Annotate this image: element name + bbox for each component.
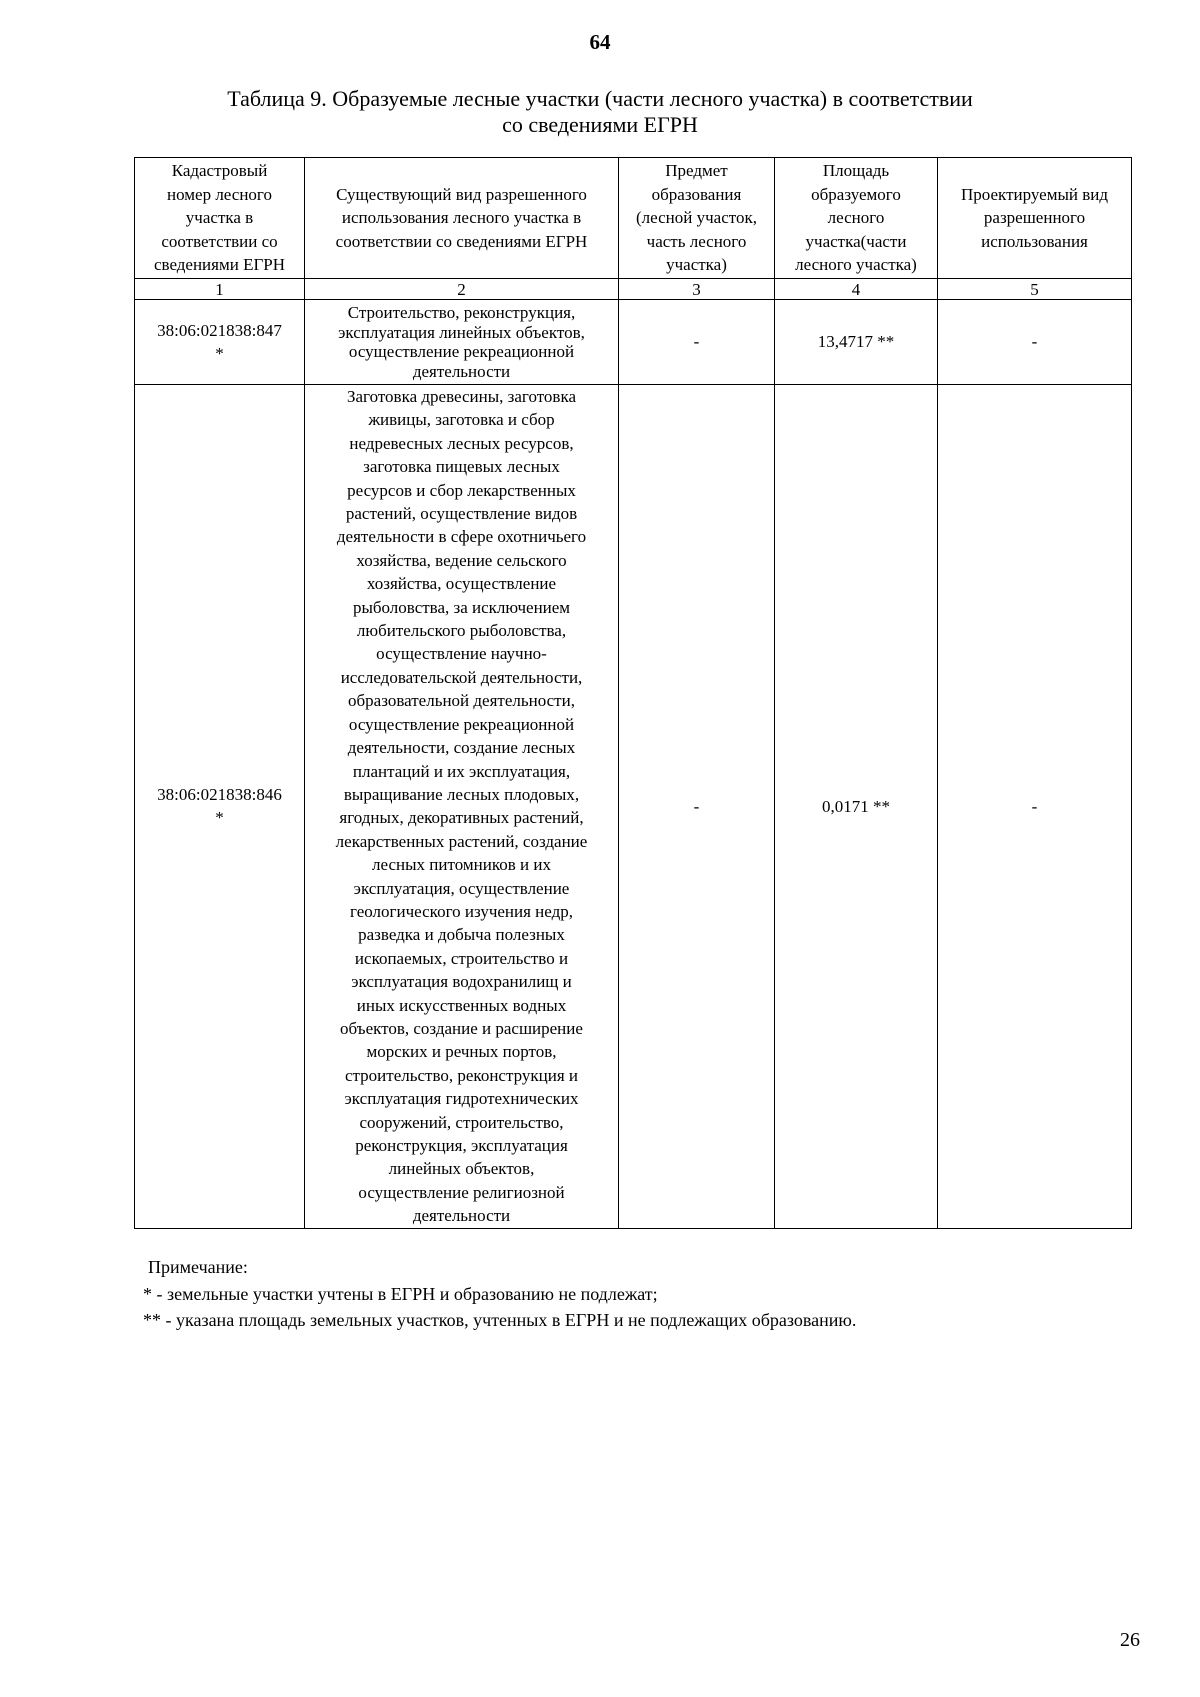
cell-text-line: Заготовка древесины, заготовка bbox=[346, 387, 577, 406]
cell-text-line: исследовательской деятельности, bbox=[340, 667, 583, 687]
permitted-use-cell bbox=[305, 385, 619, 1229]
cell-text-line: эксплуатация гидротехнических bbox=[344, 1089, 579, 1109]
cell-text-line: эксплуатация линейных объектов, bbox=[338, 322, 585, 342]
header-cell bbox=[619, 158, 775, 279]
cell-text-line: 38:06:021838:846 bbox=[157, 784, 282, 804]
cell-text-line: соответствии со сведениями ЕГРН bbox=[335, 231, 588, 251]
cell-text-line: Существующий вид разрешенного bbox=[336, 184, 587, 204]
cell-text-line: * bbox=[215, 808, 224, 828]
projected-use-cell: - bbox=[938, 300, 1132, 385]
cell-text-line: выращивание лесных плодовых, bbox=[343, 784, 580, 804]
cell-text-line: реконструкция, эксплуатация bbox=[355, 1136, 568, 1155]
area-cell: 13,4717 ** bbox=[775, 300, 938, 385]
cell-text-line: иных искусственных водных bbox=[356, 995, 567, 1015]
cell-text-line: растений, осуществление видов bbox=[345, 504, 578, 524]
cell-text-line: номер лесного bbox=[167, 184, 272, 204]
cell-text-line: разведка и добыча полезных bbox=[358, 925, 565, 945]
header-cell bbox=[938, 158, 1132, 279]
cell-text-line: сооружений, строительство, bbox=[359, 1112, 564, 1132]
cell-text-line: образуемого bbox=[811, 184, 901, 204]
column-number: 1 bbox=[135, 279, 305, 300]
caption-line-1: Таблица 9. Образуемые лесные участки (части лесного участка) в соответствии bbox=[227, 86, 973, 111]
cell-text-line: живицы, заготовка и сбор bbox=[368, 410, 555, 430]
cell-text-line: образовательной деятельности, bbox=[348, 691, 575, 711]
cell-text-line: осуществление рекреационной bbox=[348, 714, 575, 734]
cell-text-line: осуществление научно- bbox=[376, 644, 547, 664]
cell-text-line: Площадь bbox=[822, 161, 890, 181]
table-header-row bbox=[135, 158, 1132, 279]
note-item: ** - указана площадь земельных участков, учтенных в ЕГРН и не подлежащих образованию. bbox=[143, 1310, 857, 1330]
formation-subject-cell: - bbox=[619, 300, 775, 385]
cell-text-line: часть лесного bbox=[646, 231, 747, 251]
cell-text-line: недревесных лесных ресурсов, bbox=[349, 433, 574, 453]
cell-text-line: ягодных, декоративных растений, bbox=[339, 808, 584, 828]
cell-text-line: эксплуатация, осуществление bbox=[353, 878, 570, 898]
table-row bbox=[135, 300, 1132, 385]
cell-text-line: любительского рыболовства, bbox=[356, 621, 567, 641]
page-number-top: 64 bbox=[589, 30, 611, 54]
note-item: * - земельные участки учтены в ЕГРН и образованию не подлежат; bbox=[143, 1284, 658, 1304]
cell-text-line: участка) bbox=[666, 255, 727, 275]
column-number: 5 bbox=[938, 279, 1132, 300]
area-cell: 0,0171 ** bbox=[775, 385, 938, 1229]
caption-line-2: со сведениями ЕГРН bbox=[502, 112, 698, 137]
header-cell bbox=[775, 158, 938, 279]
cell-text-line: лесного bbox=[827, 208, 885, 228]
permitted-use-cell bbox=[305, 300, 619, 385]
cell-text-line: Проектируемый вид bbox=[961, 184, 1108, 204]
cell-text-line: использования bbox=[981, 231, 1088, 251]
cell-text-line: Строительство, реконструкция, bbox=[347, 303, 576, 322]
header-cell bbox=[305, 158, 619, 279]
cell-text-line: линейных объектов, bbox=[388, 1159, 535, 1179]
forest-plots-table bbox=[134, 157, 1132, 1229]
cell-text-line: деятельности bbox=[412, 1206, 511, 1226]
cell-text-line: рыболовства, за исключением bbox=[352, 597, 571, 617]
cell-text-line: (лесной участок, bbox=[636, 208, 757, 228]
cell-text-line: участка(части bbox=[805, 231, 907, 251]
cell-text-line: деятельности bbox=[412, 361, 511, 381]
cell-text-line: соответствии со bbox=[161, 231, 278, 251]
cell-text-line: ресурсов и сбор лекарственных bbox=[347, 480, 576, 500]
cell-text-line: 38:06:021838:847 bbox=[157, 320, 282, 340]
column-number-row bbox=[135, 279, 1132, 300]
cell-text-line: деятельности в сфере охотничьего bbox=[336, 527, 587, 547]
table-caption bbox=[0, 86, 1200, 138]
cell-text-line: деятельности, создание лесных bbox=[347, 738, 576, 758]
cell-text-line: плантаций и их эксплуатация, bbox=[352, 761, 571, 781]
formation-subject-cell: - bbox=[619, 385, 775, 1229]
cell-text-line: морских и речных портов, bbox=[366, 1042, 557, 1062]
cell-text-line: хозяйства, ведение сельского bbox=[356, 550, 567, 570]
notes-block bbox=[143, 1254, 856, 1333]
page-number-bottom: 26 bbox=[1120, 1629, 1140, 1651]
cell-text-line: эксплуатация водохранилищ и bbox=[351, 972, 572, 992]
cell-text-line: лекарственных растений, создание bbox=[335, 831, 588, 851]
cell-text-line: объектов, создание и расширение bbox=[340, 1018, 583, 1038]
cell-text-line: строительство, реконструкция и bbox=[345, 1065, 578, 1085]
table-row bbox=[135, 385, 1132, 1229]
projected-use-cell: - bbox=[938, 385, 1132, 1229]
cell-text-line: Кадастровый bbox=[171, 161, 268, 181]
header-cell bbox=[135, 158, 305, 279]
cell-text-line: участка в bbox=[185, 208, 254, 228]
cell-text-line: лесных питомников и их bbox=[372, 855, 551, 875]
cell-text-line: сведениями ЕГРН bbox=[153, 255, 286, 275]
cell-text-line: разрешенного bbox=[983, 208, 1086, 228]
cell-text-line: использования лесного участка в bbox=[341, 208, 582, 228]
cell-text-line: осуществление рекреационной bbox=[348, 342, 575, 361]
cadastral-number-cell bbox=[135, 385, 305, 1229]
cell-text-line: * bbox=[215, 344, 224, 363]
cell-text-line: хозяйства, осуществление bbox=[366, 574, 557, 594]
column-number: 3 bbox=[619, 279, 775, 300]
column-number: 4 bbox=[775, 279, 938, 300]
cell-text-line: образования bbox=[651, 184, 742, 204]
cell-text-line: заготовка пищевых лесных bbox=[363, 457, 560, 477]
column-number: 2 bbox=[305, 279, 619, 300]
cell-text-line: лесного участка) bbox=[795, 255, 917, 275]
cadastral-number-cell bbox=[135, 300, 305, 385]
cell-text-line: Предмет bbox=[665, 161, 728, 181]
cell-text-line: геологического изучения недр, bbox=[349, 901, 574, 921]
cell-text-line: осуществление религиозной bbox=[358, 1182, 565, 1202]
notes-title: Примечание: bbox=[148, 1257, 248, 1277]
cell-text-line: ископаемых, строительство и bbox=[354, 948, 569, 968]
